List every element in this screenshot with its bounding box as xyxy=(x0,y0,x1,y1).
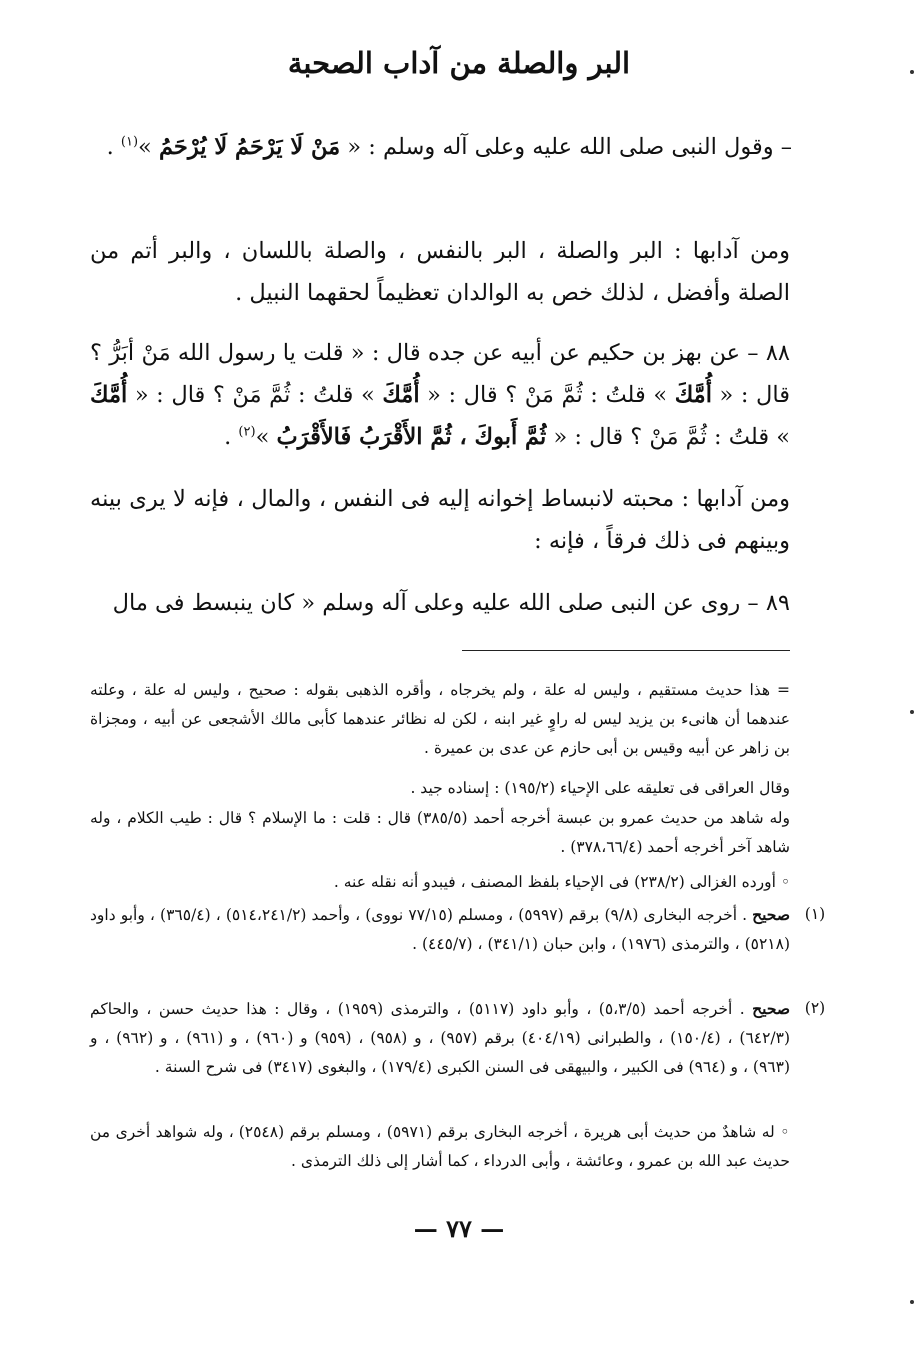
footnote-number: (٢) xyxy=(804,999,826,1017)
scan-mark xyxy=(910,1300,914,1304)
footnote-body: . أخرجه أحمد (٥،٣/٥) ، وأبو داود (٥١١٧) ، والترمذى (١٩٥٩) ، وقال : هذا حديث حسن ، والحاكم (٦٤٢/٣) ، (١٥٠/٤) ، والطبرانى (٤٠٤/١٩) برقم (٩٥٧) ، و (٩٥٨) ، (٩٥٩) و (٩٦٠) ، و (٩٦١) ، و (٩٦٢) ، و (٩٦٣) ، و (٩٦٤) فى الكبير ، والبيهقى فى السنن الكبرى (١٧٩/٤) ، والبغوى (٣٤١٧) فى شرح السنة . xyxy=(90,1000,791,1076)
paragraph-hadith-88 xyxy=(90,332,790,458)
footnote-text xyxy=(90,900,790,959)
hadith-quote: ثُمَّ أَبوكَ ، ثُمَّ الأَقْرَبُ فَالأَقْرَبُ xyxy=(276,424,547,450)
hadith-quote: أُمَّكَ xyxy=(90,382,128,408)
grading-label: صحيح xyxy=(752,905,790,924)
footnote-text xyxy=(90,994,790,1082)
scan-mark xyxy=(910,710,914,714)
footnote-shahid: وله شاهد من حديث عمرو بن عبسة أخرجه أحمد (٣٨٥/٥) قال : قلت : ما الإسلام ؟ قال : طيب الكلام ، وله شاهد آخر أخرجه أحمد (٣٧٨،٦٦/٤) . xyxy=(90,809,790,856)
paragraph-text: » قلتُ : ثُمَّ مَنْ ؟ قال : « xyxy=(546,424,790,450)
footnote-number: (١) xyxy=(804,905,826,923)
paragraph-text: – وقول النبى صلى الله عليه وعلى آله وسلم : « xyxy=(340,134,792,160)
paragraph-hadith-89: ٨٩ – روى عن النبى صلى الله عليه وعلى آله وسلم « كان ينبسط فى مال xyxy=(112,590,790,616)
footnote-abu-hurayra: ◦ له شاهدٌ من حديث أبى هريرة ، أخرجه البخارى برقم (٥٩٧١) ، ومسلم برقم (٢٥٤٨) ، وله شواهد أخرى من حديث عبد الله بن عمرو ، وعائشة ، وأبى الدرداء ، كما أشار إلى ذلك الترمذى . xyxy=(90,1123,790,1170)
paragraph-text: » قلتُ : ثُمَّ مَنْ ؟ قال : « xyxy=(127,382,383,408)
grading-label: صحيح xyxy=(752,999,790,1018)
scan-mark xyxy=(910,70,914,74)
footnote-1 xyxy=(90,900,826,959)
paragraph-text: ٨٨ – عن بهز بن حكيم عن أبيه عن جده قال : « قلت يا رسول الله مَنْ أبَرُّ ؟ قال : « xyxy=(90,340,790,408)
footnote-iraqi: وقال العراقى فى تعليقه على الإحياء (١٩٥/٢) : إسناده جيد . xyxy=(410,779,790,797)
hadith-quote: مَنْ لَا يَرْحَمُ لَا يُرْحَمُ xyxy=(158,134,341,160)
paragraph-adab-birr: ومن آدابها : البر والصلة ، البر بالنفس ، والصلة باللسان ، والبر أتم من الصلة وأفضل ، لذلك خص به الوالدان تعظيماً لحقهما النبيل . xyxy=(90,238,790,306)
footnote-ref[interactable]: (١) xyxy=(120,134,139,150)
paragraph-adab-inbisat: ومن آدابها : محبته لانبساط إخوانه إليه فى النفس ، والمال ، فإنه لا يرى بينه وبينهم فى ذلك فرقاً ، فإنه : xyxy=(90,486,790,554)
paragraph-text: » قلتُ : ثُمَّ مَنْ ؟ قال : « xyxy=(419,382,675,408)
hadith-quote: أُمَّكَ xyxy=(382,382,420,408)
hadith-quote: أُمَّكَ xyxy=(674,382,712,408)
paragraph-hadith-mercy xyxy=(90,126,792,168)
page-title: البر والصلة من آداب الصحبة xyxy=(287,46,631,80)
footnote-ref[interactable]: (٢) xyxy=(238,424,256,440)
footnote-body: . أخرجه البخارى (٩/٨) برقم (٥٩٩٧) ، ومسلم (٧٧/١٥ نووى) ، وأحمد (٥١٤،٢٤١/٢) ، (٣٦٥/٤) ، وأبو داود (٥٢١٨) ، والترمذى (١٩٧٦) ، وابن حبان (٣٤١/١) ، (٤٤٥/٧) . xyxy=(90,906,790,953)
footnote-divider xyxy=(462,650,790,651)
quote-close: » xyxy=(138,134,159,160)
footnote-continuation: = هذا حديث مستقيم ، وليس له علة ، ولم يخرجاه ، وأقره الذهبى بقوله : صحيح ، وليس له علة ، وعلته عندهما أن هانىء بن يزيد ليس له راوٍ غير ابنه ، لكن له نظائر عندهما كأبى مالك الأشجعى عن أبيه ، ومجزاة بن زاهر عن أبيه وقيس بن أبى حازم عن عدى بن عميرة . xyxy=(90,681,790,757)
page-number: — ٧٧ — xyxy=(413,1214,505,1243)
footnote-ghazali: ◦ أورده الغزالى (٢٣٨/٢) فى الإحياء بلفظ المصنف ، فيبدو أنه نقله عنه . xyxy=(333,873,790,891)
footnote-2 xyxy=(90,994,826,1082)
punctuation: . xyxy=(224,424,239,450)
quote-close: » xyxy=(255,424,277,450)
punctuation: . xyxy=(106,134,121,160)
